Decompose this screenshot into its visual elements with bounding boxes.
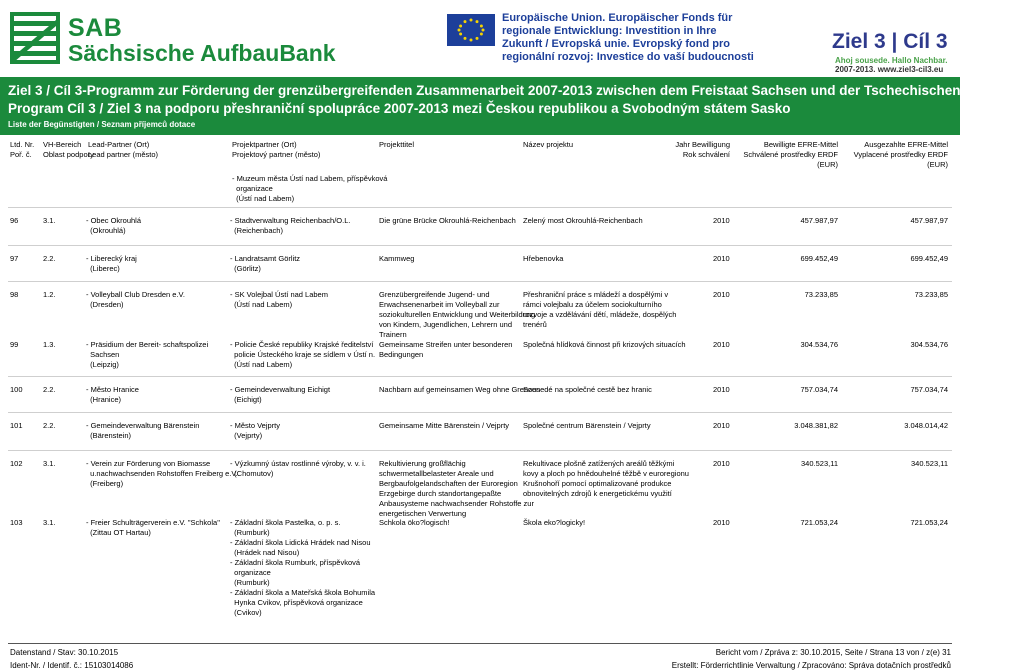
- sab-logo-subtext: Sächsische AufbauBank: [68, 40, 336, 66]
- cell-vh-bereich: 2.2.: [43, 421, 56, 430]
- row-divider: [8, 412, 952, 413]
- cell-ausgezahlte-mittel: 699.452,49: [910, 254, 948, 263]
- cell-nr: 101: [10, 421, 23, 430]
- cell-projektpartner: - Policie České republiky Krajské ředitelství policie Ústeckého kraje se sídlem v Ústí n. (Ústí nad Labem): [230, 340, 376, 369]
- cell-ausgezahlte-mittel: 757.034,74: [910, 385, 948, 394]
- cell-projekttitel: Die grüne Brücke Okrouhlá-Reichenbach: [379, 216, 516, 225]
- list-subtitle: Liste der Begünstigten / Seznam příjemců dotace: [8, 120, 196, 129]
- cell-lead-partner: - Město Hranice (Hranice): [86, 385, 139, 404]
- cell-nazev-projektu: Hřebenovka: [523, 254, 564, 263]
- cell-lead-partner: - Verein zur Förderung von Biomasse u.nachwachsenden Rohstoffen Freiberg e.V. (Freiberg): [86, 459, 238, 488]
- col-ltd-nr: Ltd. Nr. Poř. č.: [10, 140, 35, 159]
- footer-created-by: Erstellt: Förderrichtlinie Verwaltung / Zpracováno: Správa dotačních prostředků: [671, 661, 951, 670]
- cell-projektpartner: - Výzkumný ústav rostlinné výroby, v. v. i. (Chomutov): [230, 459, 366, 478]
- col-projektpartner: Projektpartner (Ort) Projektový partner (město): [232, 140, 321, 159]
- title-czech: Program Cíl 3 / Ziel 3 na podporu přeshraniční spolupráce 2007-2013 mezi Českou republikou a Svobodným státem Sasko: [8, 101, 791, 116]
- page-header: [0, 0, 960, 75]
- footer-report-page: Bericht vom / Zpráva z: 30.10.2015, Seite / Strana 13 von / z(e) 31: [715, 648, 951, 657]
- row-divider: [8, 281, 952, 282]
- cell-lead-partner: - Präsidium der Bereit- schaftspolizei Sachsen (Leipzig): [86, 340, 209, 369]
- saxony-coat-of-arms-icon: [10, 12, 60, 64]
- cell-nr: 100: [10, 385, 23, 394]
- cell-bewilligte-mittel: 3.048.381,82: [794, 421, 838, 430]
- cell-jahr: 2010: [713, 459, 730, 468]
- cell-nr: 103: [10, 518, 23, 527]
- cell-nr: 99: [10, 340, 19, 349]
- cell-jahr: 2010: [713, 421, 730, 430]
- cell-nr: 97: [10, 254, 19, 263]
- cell-nr: 98: [10, 290, 19, 299]
- cell-lead-partner: - Obec Okrouhlá (Okrouhlá): [86, 216, 142, 235]
- cell-vh-bereich: 3.1.: [43, 518, 56, 527]
- cell-projekttitel: Schkola öko?logisch!: [379, 518, 450, 527]
- row-divider: [8, 450, 952, 451]
- cell-vh-bereich: 3.1.: [43, 216, 56, 225]
- cell-bewilligte-mittel: 721.053,24: [800, 518, 838, 527]
- footer-ident-nr: Ident-Nr. / Identif. č.: 15103014086: [10, 661, 134, 670]
- cell-projekttitel: Nachbarn auf gemeinsamen Weg ohne Grenzen: [379, 385, 541, 394]
- ziel3-slogan: Ahoj sousede. Hallo Nachbar. 2007-2013. www.ziel3-cil3.eu: [835, 56, 948, 74]
- title-band: [0, 77, 1021, 135]
- cell-ausgezahlte-mittel: 73.233,85: [914, 290, 948, 299]
- cell-ausgezahlte-mittel: 340.523,11: [911, 459, 948, 468]
- cell-projektpartner: - SK Volejbal Ústí nad Labem (Ústí nad Labem): [230, 290, 328, 309]
- cell-lead-partner: - Freier Schulträgerverein e.V. "Schkola" (Zittau OT Hartau): [86, 518, 220, 537]
- col-bewilligte-mittel: Bewilligte EFRE-Mittel Schválené prostředky ERDF (EUR): [743, 140, 838, 169]
- cell-projekttitel: Grenzübergreifende Jugend- und Erwachsenenarbeit im Volleyball zur soziokulturellen Entwicklung und Weiterbildung von Kindern, Jugendlichen, Lehrern und Trainern: [379, 290, 536, 339]
- eu-funding-text: Europäische Union. Europäischer Fonds für regionale Entwicklung: Investition in Ihre Zukunft / Evropská unie. Evropský fond pro regionální rozvoj: Investice do vaší budoucnosti: [502, 12, 754, 63]
- cell-lead-partner: - Volleyball Club Dresden e.V. (Dresden): [86, 290, 185, 309]
- cell-jahr: 2010: [713, 385, 730, 394]
- cell-nr: 96: [10, 216, 19, 225]
- cell-nazev-projektu: Přeshraniční práce s mládeží a dospělými v rámci volejbalu za účelem sociokulturního rozvoje a vzdělávání dětí, mládeže, dospělých trenérů: [523, 290, 677, 329]
- cell-projektpartner: - Gemeindeverwaltung Eichigt (Eichigt): [230, 385, 331, 404]
- cell-nazev-projektu: Společná hlídková činnost při krizových situacích: [523, 340, 686, 349]
- cell-projektpartner: - Stadtverwaltung Reichenbach/O.L. (Reichenbach): [230, 216, 351, 235]
- cell-projekttitel: Gemeinsame Mitte Bärenstein / Vejprty: [379, 421, 510, 430]
- cell-nazev-projektu: Rekultivace plošně zatížených areálů těžkými kovy a ploch po hnědouhelné těžbě v euroregionu Krušnohoří pomocí optimalizované produkce obnovitelných zdrojů k energetickému využití: [523, 459, 689, 498]
- cell-projektpartner: - Landratsamt Görlitz (Görlitz): [230, 254, 301, 273]
- cell-vh-bereich: 1.3.: [43, 340, 56, 349]
- cell-vh-bereich: 3.1.: [43, 459, 56, 468]
- cell-nazev-projektu: Sousedé na společné cestě bez hranic: [523, 385, 652, 394]
- cell-bewilligte-mittel: 304.534,76: [800, 340, 838, 349]
- cell-bewilligte-mittel: 340.523,11: [801, 459, 838, 468]
- cell-jahr: 2010: [713, 290, 730, 299]
- cell-vh-bereich: 2.2.: [43, 385, 56, 394]
- col-vh-bereich: VH-Bereich Oblast podpory: [43, 140, 94, 159]
- cell-nr: 102: [10, 459, 23, 468]
- cell-projektpartner: - Základní škola Pastelka, o. p. s. (Rumburk) - Základní škola Lidická Hrádek nad Nisou (Hrádek nad Nisou) - Základní škola Rumburk, příspěvková organizace (Rumburk) - Základní škola a Mateřská škola Bohumila Hynka Cvikov, příspěvková organizace (Cvikov): [230, 518, 376, 617]
- cell-ausgezahlte-mittel: 3.048.014,42: [904, 421, 948, 430]
- cell-nazev-projektu: Škola eko?logicky!: [523, 518, 586, 527]
- row-divider: [8, 376, 952, 377]
- cell-bewilligte-mittel: 73.233,85: [804, 290, 838, 299]
- cell-projekttitel: Kammweg: [379, 254, 415, 263]
- cell-ausgezahlte-mittel: 457.987,97: [910, 216, 948, 225]
- carryover-partner: - Muzeum města Ústí nad Labem, příspěvková organizace (Ústí nad Labem): [232, 174, 388, 203]
- col-jahr: Jahr Bewilligung Rok schválení: [675, 140, 730, 159]
- cell-ausgezahlte-mittel: 304.534,76: [910, 340, 948, 349]
- cell-jahr: 2010: [713, 340, 730, 349]
- sab-logo-text: SAB: [68, 14, 123, 42]
- cell-projektpartner: - Město Vejprty (Vejprty): [230, 421, 281, 440]
- eu-flag-icon: [447, 14, 495, 46]
- cell-projekttitel: Rekultivierung großflächig schwermetallbelasteter Areale und Bergbaufolgelandschaften der Euroregion Erzgebirge durch standortangepaßte Anbausysteme nachwachsender Rohstoffe zur energetischen Verwertung: [379, 459, 534, 518]
- col-projekttitel: Projekttitel: [379, 140, 415, 149]
- cell-jahr: 2010: [713, 254, 730, 263]
- cell-bewilligte-mittel: 699.452,49: [800, 254, 838, 263]
- ziel3-logo: Ziel 3 | Cíl 3: [832, 30, 948, 53]
- cell-vh-bereich: 2.2.: [43, 254, 56, 263]
- cell-nazev-projektu: Společné centrum Bärenstein / Vejprty: [523, 421, 651, 430]
- cell-bewilligte-mittel: 457.987,97: [800, 216, 838, 225]
- cell-bewilligte-mittel: 757.034,74: [800, 385, 838, 394]
- cell-lead-partner: - Liberecký kraj (Liberec): [86, 254, 137, 273]
- footer-divider: [8, 643, 952, 644]
- cell-nazev-projektu: Zelený most Okrouhlá-Reichenbach: [523, 216, 643, 225]
- col-ausgezahlte-mittel: Ausgezahlte EFRE-Mittel Vyplacené prostředky ERDF (EUR): [853, 140, 948, 169]
- col-nazev-projektu: Název projektu: [523, 140, 574, 149]
- cell-jahr: 2010: [713, 216, 730, 225]
- row-divider: [8, 245, 952, 246]
- cell-projekttitel: Gemeinsame Streifen unter besonderen Bedingungen: [379, 340, 513, 359]
- cell-ausgezahlte-mittel: 721.053,24: [910, 518, 948, 527]
- col-lead-partner: Lead-Partner (Ort) Lead partner (město): [88, 140, 159, 159]
- row-divider: [8, 207, 952, 208]
- footer-data-status: Datenstand / Stav: 30.10.2015: [10, 648, 119, 657]
- cell-vh-bereich: 1.2.: [43, 290, 56, 299]
- cell-lead-partner: - Gemeindeverwaltung Bärenstein (Bärenstein): [86, 421, 200, 440]
- cell-jahr: 2010: [713, 518, 730, 527]
- title-german: Ziel 3 / Cíl 3-Programm zur Förderung der grenzübergreifenden Zusammenarbeit 2007-2013 zwischen dem Freistaat Sachsen und der Tschechischen Republik: [8, 83, 1021, 98]
